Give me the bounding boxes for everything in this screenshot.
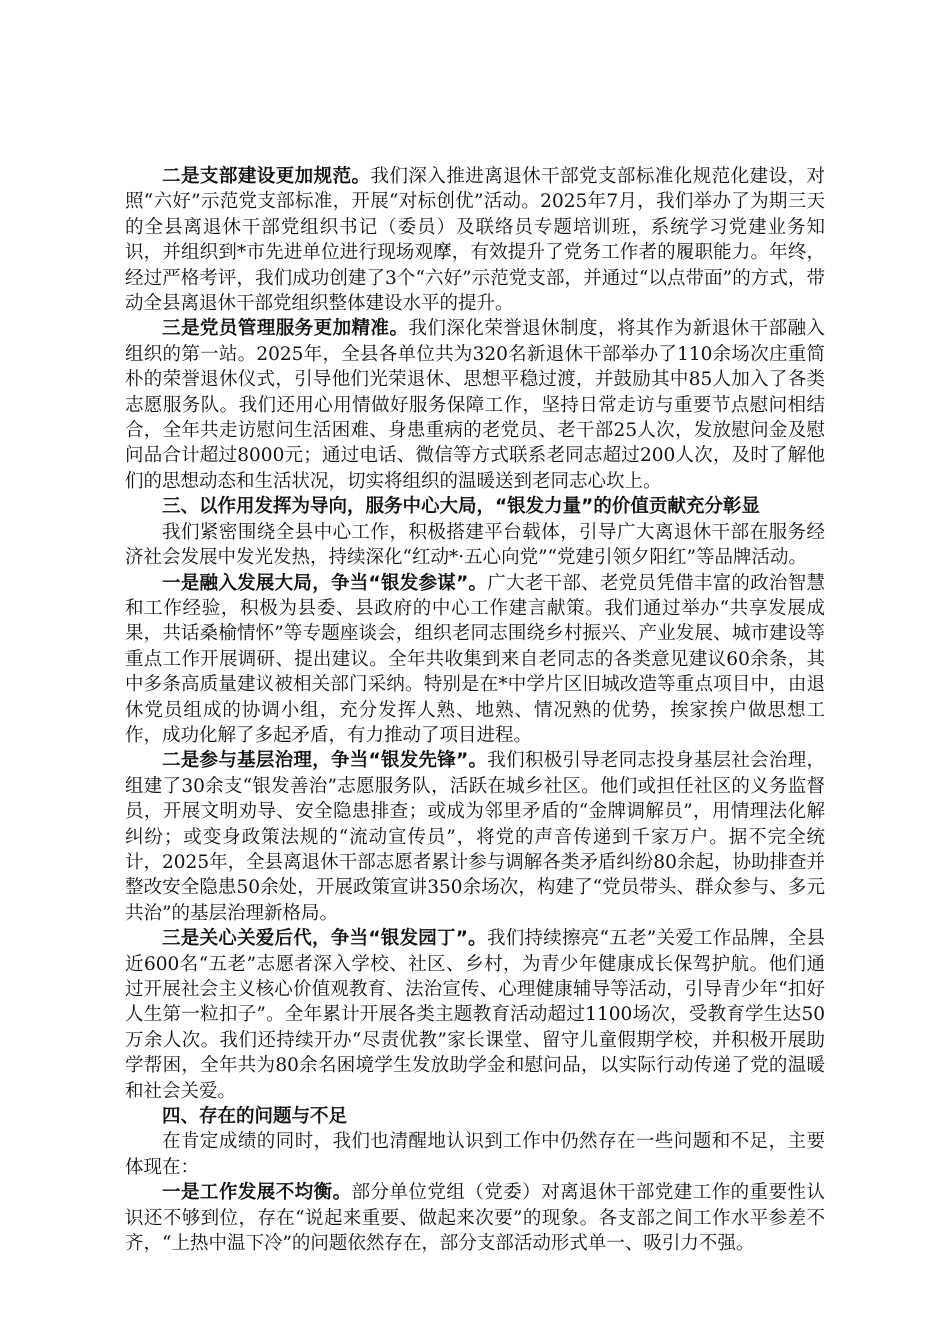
paragraph-lead: 二是参与基层治理，争当“银发先锋”。: [162, 750, 488, 772]
paragraph-uneven-development: [125, 1180, 825, 1256]
section-heading-4: 四、存在的问题与不足: [162, 1106, 348, 1128]
paragraph-silver-advisor: [125, 571, 825, 749]
paragraph-member-management: [125, 316, 825, 494]
paragraph-section-4-intro: [125, 1129, 825, 1180]
paragraph-lead: 三是党员管理服务更加精准。: [162, 318, 409, 340]
paragraph-lead: 一是融入发展大局，争当“银发参谋”。: [162, 572, 488, 594]
document-body: [125, 164, 825, 1256]
paragraph-text: 我们深入推进离退休干部党支部标准化规范化建设，对照“六好”示范党支部标准，开展“对标创优”活动。2025年7月，我们举办了为期三天的全县离退休干部党组织书记（委员）及联络员专题培训班，系统学习党建业务知识，并组织到*市先进单位进行现场观摩，有效提升了党务工作者的履职能力。年终，经过严格考评，我们成功创建了3个“六好”示范党支部，并通过“以点带面”的方式，带动全县离退休干部党组织整体建设水平的提升。: [125, 166, 825, 315]
paragraph-silver-gardener: [125, 926, 825, 1104]
paragraph-text: 广大老干部、老党员凭借丰富的政治智慧和工作经验，积极为县委、县政府的中心工作建言献策。我们通过举办“共享发展成果，共话桑榆情怀”等专题座谈会，组织老同志围绕乡村振兴、产业发展、城市建设等重点工作开展调研、提出建议。全年共收集到来自老同志的各类意见建议60余条，其中多条高质量建议被相关部门采纳。特别是在*中学片区旧城改造等重点项目中，由退休党员组成的协调小组，充分发挥人熟、地熟、情况熟的优势，挨家挨户做思想工作，成功化解了多起矛盾，有力推动了项目进程。: [125, 572, 825, 746]
paragraph-lead: 一是工作发展不均衡。: [162, 1182, 352, 1204]
paragraph-text: 我们深化荣誉退休制度，将其作为新退休干部融入组织的第一站。2025年，全县各单位共为320名新退休干部举办了110余场次庄重简朴的荣誉退休仪式，引导他们光荣退休、思想平稳过渡，并鼓励其中85人加入了各类志愿服务队。我们还用心用情做好服务保障工作，坚持日常走访与重要节点慰问相结合，全年共走访慰问生活困难、身患重病的老党员、老干部25人次，发放慰问金及慰问品合计超过8000元；通过电话、微信等方式联系老同志超过200人次，及时了解他们的思想动态和生活状况，切实将组织的温暖送到老同志心坎上。: [125, 318, 825, 492]
section-heading-3: 三、以作用发挥为导向，服务中心大局，“银发力量”的价值贡献充分彰显: [162, 496, 760, 518]
paragraph-section-3-intro: [125, 520, 825, 571]
paragraph-lead: 三是关心关爱后代，争当“银发园丁”。: [162, 928, 487, 950]
paragraph-text: 我们紧密围绕全县中心工作，积极搭建平台载体，引导广大离退休干部在服务经济社会发展中发光发热，持续深化“红动*·五心向党”“党建引领夕阳红”等品牌活动。: [125, 521, 825, 569]
paragraph-text: 我们持续擦亮“五老”关爱工作品牌，全县近600名“五老”志愿者深入学校、社区、乡村，为青少年健康成长保驾护航。他们通过开展社会主义核心价值观教育、法治宣传、心理健康辅导等活动，引导青少年“扣好人生第一粒扣子”。全年累计开展各类主题教育活动超过1100场次，受教育学生达50万余人次。我们还持续开办“尽责优教”家长课堂、留守儿童假期学校，并积极开展助学帮困，全年共为80余名困境学生发放助学金和慰问品，以实际行动传递了党的温暖和社会关爱。: [125, 928, 825, 1102]
paragraph-text: 在肯定成绩的同时，我们也清醒地认识到工作中仍然存在一些问题和不足，主要体现在：: [125, 1131, 825, 1178]
paragraph-text: 部分单位党组（党委）对离退休干部党建工作的重要性认识还不够到位，存在“说起来重要、做起来次要”的现象。各支部之间工作水平参差不齐，“上热中温下冷”的问题依然存在，部分支部活动形式单一、吸引力不强。: [125, 1182, 825, 1255]
paragraph-text: 我们积极引导老同志投身基层社会治理，组建了30余支“银发善治”志愿服务队，活跃在城乡社区。他们或担任社区的义务监督员，开展文明劝导、安全隐患排查；或成为邻里矛盾的“金牌调解员”，用情理法化解纠纷；或变身政策法规的“流动宣传员”，将党的声音传递到千家万户。据不完全统计，2025年，全县离退休干部志愿者累计参与调解各类矛盾纠纷80余起，协助排查并整改安全隐患50余处，开展政策宣讲350余场次，构建了“党员带头、群众参与、多元共治”的基层治理新格局。: [125, 750, 825, 924]
paragraph-lead: 二是支部建设更加规范。: [162, 166, 371, 187]
paragraph-silver-vanguard: [125, 748, 825, 926]
paragraph-branch-construction: [125, 164, 825, 316]
